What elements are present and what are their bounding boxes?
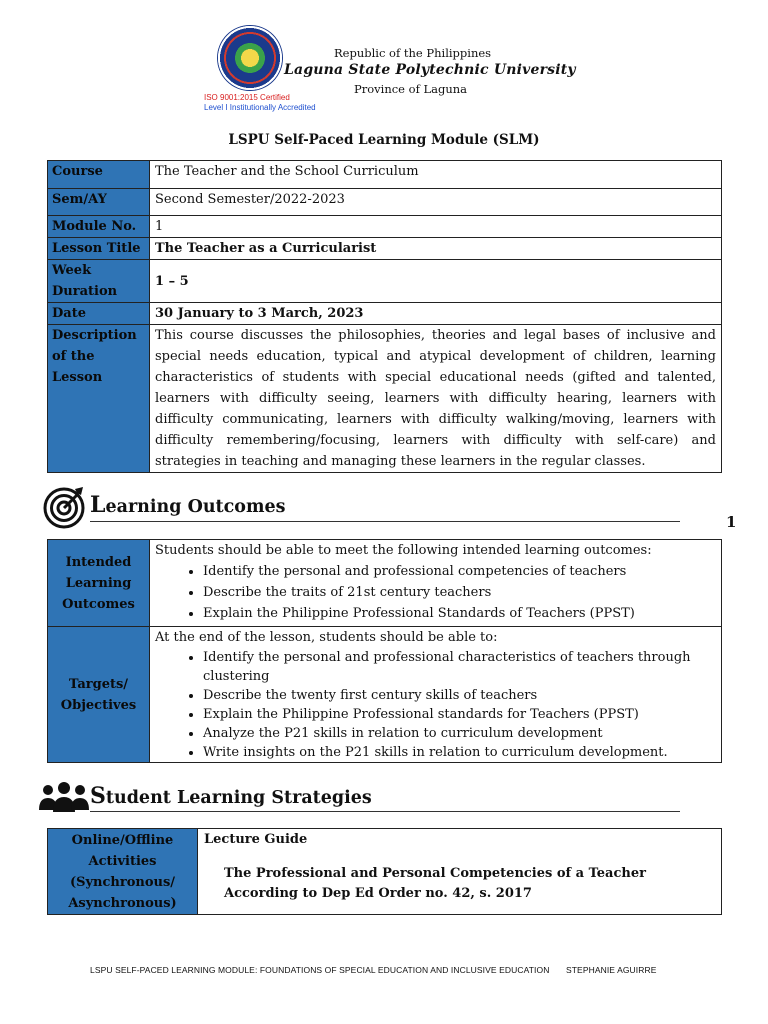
table-row (48, 325, 722, 473)
targets-intro: At the end of the lesson, students should be able to: (155, 630, 498, 645)
description-label: Description of the Lesson (48, 325, 150, 473)
list-item: • Describe the traits of 21st century teachers (203, 582, 716, 603)
footer-author: STEPHANIE AGUIRRE (566, 965, 657, 975)
module-no-value: 1 (150, 216, 722, 238)
table-row (48, 303, 722, 325)
iso-certification: ISO 9001:2015 Certified (204, 93, 290, 102)
lecture-guide-label: Lecture Guide (204, 832, 308, 847)
list-item: • Describe the twenty first century skills of teachers (203, 686, 716, 705)
date-label: Date (48, 303, 150, 325)
table-row (48, 540, 722, 627)
section-divider (90, 811, 680, 812)
page-number: 1 (726, 513, 737, 531)
targets-cell (150, 627, 722, 763)
module-no-label: Module No. (48, 216, 150, 238)
table-row (48, 189, 722, 216)
intended-outcomes-label: Intended Learning Outcomes (48, 540, 150, 627)
targets-list (155, 648, 716, 762)
lecture-heading: The Professional and Personal Competencies of a Teacher According to Dep Ed Order no. 42, s. 2017 (224, 866, 646, 901)
heading-rest: tudent Learning Strategies (105, 788, 372, 808)
learning-outcomes-heading (90, 492, 285, 518)
course-label: Course (48, 161, 150, 189)
learning-outcomes-table (47, 539, 722, 763)
lesson-title-label: Lesson Title (48, 238, 150, 260)
list-item: • Explain the Philippine Professional standards for Teachers (PPST) (203, 705, 716, 724)
table-row (48, 829, 722, 915)
accreditation-text: Level I Institutionally Accredited (204, 103, 316, 112)
table-row (48, 216, 722, 238)
table-row (48, 260, 722, 303)
university-name: Laguna State Polytechnic University (284, 62, 576, 78)
university-seal-logo (218, 26, 282, 90)
intended-list (155, 561, 716, 624)
table-row (48, 238, 722, 260)
course-info-table (47, 160, 722, 473)
targets-label: Targets/ Objectives (48, 627, 150, 763)
list-item: • Identify the personal and professional competencies of teachers (203, 561, 716, 582)
week-duration-value: 1 – 5 (150, 260, 722, 303)
course-value: The Teacher and the School Curriculum (150, 161, 722, 189)
target-icon (42, 485, 86, 529)
province-text: Province of Laguna (354, 82, 468, 96)
footer-module-text: LSPU SELF-PACED LEARNING MODULE: FOUNDATIONS OF SPECIAL EDUCATION AND INCLUSIVE EDUCATION (90, 965, 550, 975)
date-value: 30 January to 3 March, 2023 (150, 303, 722, 325)
heading-initial: L (90, 492, 106, 518)
student-learning-strategies-heading (90, 783, 372, 809)
lesson-title-value: The Teacher as a Curricularist (150, 238, 722, 260)
sem-label: Sem/AY (48, 189, 150, 216)
week-duration-label: Week Duration (48, 260, 150, 303)
list-item: • Write insights on the P21 skills in relation to curriculum development. (203, 743, 716, 762)
section-divider (90, 521, 680, 522)
activities-label: Online/Offline Activities (Synchronous/ Asynchronous) (48, 829, 198, 915)
module-title: LSPU Self-Paced Learning Module (SLM) (228, 132, 540, 148)
list-item: • Identify the personal and professional characteristics of teachers through clustering (203, 648, 716, 686)
sem-value: Second Semester/2022-2023 (150, 189, 722, 216)
strategies-table (47, 828, 722, 915)
list-item: • Explain the Philippine Professional Standards of Teachers (PPST) (203, 603, 716, 624)
heading-rest: earning Outcomes (105, 497, 286, 517)
heading-initial: S (90, 783, 106, 809)
activities-cell (198, 829, 722, 915)
group-people-icon (38, 780, 90, 814)
table-row (48, 627, 722, 763)
description-value: This course discusses the philosophies, theories and legal bases of inclusive and special needs education, typical and atypical development of children, learning characteristics of students with special educational needs (gifted and talented, learners with difficulty seeing, learners with difficulty hearing, learners with difficulty communicating, learners with difficulty walking/moving, learners with difficulty remembering/focusing, learners with difficulty with self-care) and strategies in teaching and managing these learners in the regular classes. (150, 325, 722, 473)
republic-text: Republic of the Philippines (334, 46, 492, 60)
intended-outcomes-cell (150, 540, 722, 627)
intended-intro: Students should be able to meet the following intended learning outcomes: (155, 543, 652, 558)
table-row (48, 161, 722, 189)
list-item: • Analyze the P21 skills in relation to curriculum development (203, 724, 716, 743)
